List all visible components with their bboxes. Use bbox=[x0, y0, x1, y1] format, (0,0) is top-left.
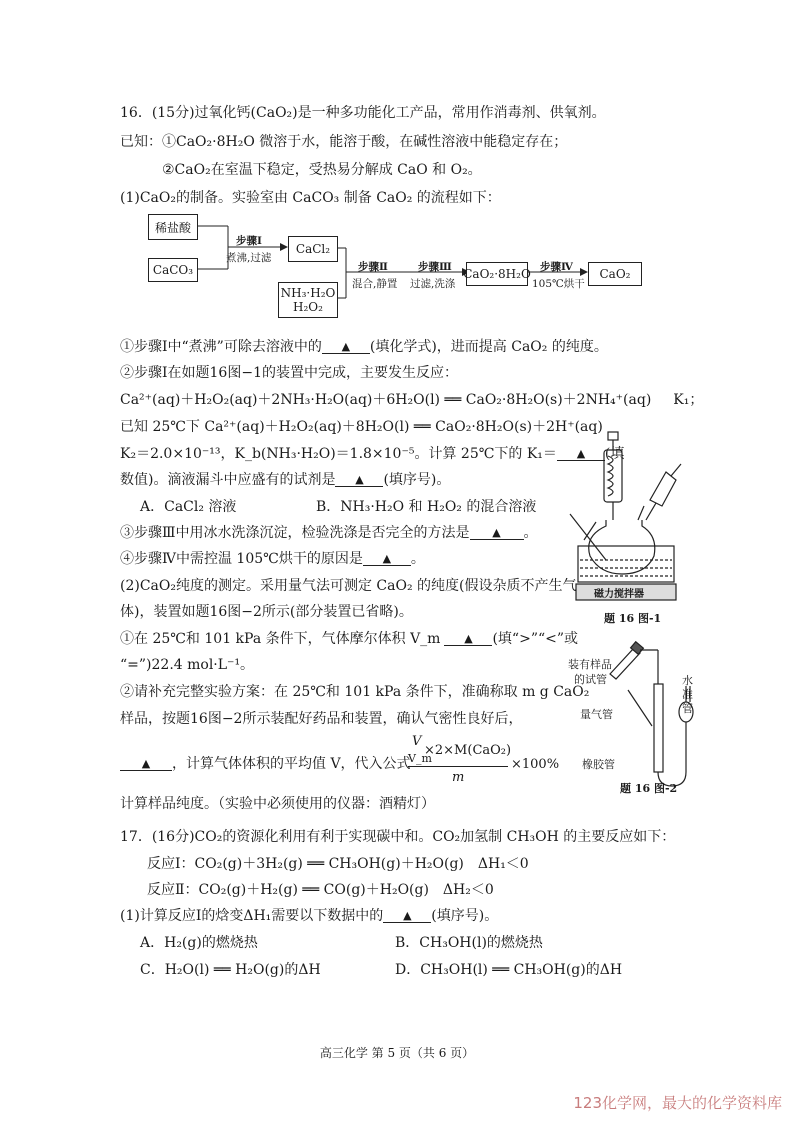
q16-p2-a: (2)CaO₂纯度的测定。采用量气法可测定 CaO₂ 的纯度(假设杂质不产生气 bbox=[120, 578, 577, 594]
label-water-2: 准 bbox=[682, 688, 693, 701]
q16-s4-text-a: ④步骤Ⅳ中需控温 105℃烘干的原因是 bbox=[120, 551, 363, 567]
q17-title: 17．(16分)CO₂的资源化利用有利于实现碳中和。CO₂加氢制 CH₃OH 的主要反应如下： bbox=[120, 829, 676, 845]
formula-num-rest: ×2×M(CaO₂) bbox=[424, 743, 512, 758]
answer-blank[interactable] bbox=[470, 523, 524, 540]
q16-p2-1-cont: “=”)22.4 mol·L⁻¹。 bbox=[120, 657, 255, 673]
q17-option-d: D．CH₃OH(l) ══ CH₃OH(g)的ΔH bbox=[395, 962, 623, 978]
step2-desc: 混合,静置 bbox=[352, 278, 398, 290]
q16-p2-2d: 计算样品纯度。（实验中必须使用的仪器：酒精灯） bbox=[120, 796, 435, 812]
flow-box-cacl2: CaCl₂ bbox=[288, 236, 338, 262]
answer-blank[interactable] bbox=[363, 549, 411, 566]
q16-s2: ②步骤Ⅰ在如题16图−1的装置中完成，主要发生反应： bbox=[120, 365, 458, 381]
flow-box-caco3: CaCO₃ bbox=[148, 258, 198, 282]
q16-k2-text-d: (填序号)。 bbox=[383, 472, 451, 488]
q16-p2-1-text-b: (填“>”“<”或 bbox=[492, 631, 579, 647]
q17-q1-text-a: (1)计算反应Ⅰ的焓变ΔH₁需要以下数据中的 bbox=[120, 908, 384, 924]
label-sample-tube-1: 装有样品 bbox=[568, 658, 612, 671]
q17-reaction-1: 反应Ⅰ：CO₂(g)＋3H₂(g) ══ CH₃OH(g)＋H₂O(g) ΔH₁＜0 bbox=[147, 856, 529, 872]
q17-option-a: A．H₂(g)的燃烧热 bbox=[140, 935, 258, 951]
q16-s1 bbox=[120, 337, 608, 357]
q16-s1-text-a: ①步骤Ⅰ中“煮沸”可除去溶液中的 bbox=[120, 339, 322, 355]
flow-box-hydrate: CaO₂·8H₂O bbox=[466, 262, 528, 286]
blank-mark: ▲ bbox=[382, 552, 392, 565]
blank-mark: ▲ bbox=[355, 473, 364, 486]
q16-s1-text-b: (填化学式)，进而提高 CaO₂ 的纯度。 bbox=[369, 339, 608, 355]
answer-blank[interactable] bbox=[383, 906, 431, 923]
formula-vm: V_m bbox=[408, 752, 432, 765]
step1-desc: 煮沸,过滤 bbox=[226, 252, 272, 264]
q16-k2-cont bbox=[120, 470, 450, 490]
q16-eq1-text: Ca²⁺(aq)＋H₂O₂(aq)＋2NH₃·H₂O(aq)＋6H₂O(l) ══ CaO₂·8H₂O(s)＋2NH₄⁺(aq) bbox=[120, 392, 652, 408]
q16-s4 bbox=[120, 549, 425, 569]
q16-k2 bbox=[120, 444, 624, 464]
blank-mark: ▲ bbox=[341, 340, 351, 353]
blank-mark: ▲ bbox=[492, 526, 501, 539]
watermark: 123化学网，最大的化学资料库 bbox=[573, 1094, 782, 1112]
formula-pct: ×100% bbox=[511, 757, 560, 772]
stirrer-label: 磁力搅拌器 bbox=[594, 589, 644, 600]
q16-s3-text-b: 。 bbox=[523, 525, 538, 541]
apparatus-flask-icon bbox=[566, 428, 690, 608]
label-water-1: 水 bbox=[682, 674, 693, 687]
q16-k2-text-a: K₂＝2.0×10⁻¹³，K_b(NH₃·H₂O)＝1.8×10⁻⁵。计算 25℃下的 K₁＝ bbox=[120, 446, 557, 462]
q17-option-c: C．H₂O(l) ══ H₂O(g)的ΔH bbox=[140, 962, 321, 978]
q16-part1-intro: (1)CaO₂的制备。实验室由 CaCO₃ 制备 CaO₂ 的流程如下： bbox=[120, 190, 501, 206]
q16-s3-text-a: ③步骤Ⅲ中用冰水洗涤沉淀，检验洗涤是否完全的方法是 bbox=[120, 525, 470, 541]
figure-16-1-caption: 题 16 图-1 bbox=[604, 612, 662, 625]
q16-p2-2a: ②请补充完整实验方案：在 25℃和 101 kPa 条件下，准确称取 m g CaO₂ bbox=[120, 684, 590, 700]
label-gas-burette: 量气管 bbox=[580, 708, 613, 721]
q17-q1-text-b: (填序号)。 bbox=[431, 908, 499, 924]
step3-label: 步骤Ⅲ bbox=[418, 261, 452, 273]
q16-s3 bbox=[120, 523, 538, 543]
answer-blank[interactable] bbox=[335, 470, 383, 487]
formula-m: m bbox=[452, 770, 465, 785]
q16-eq2: 已知 25℃下 Ca²⁺(aq)＋H₂O₂(aq)＋8H₂O(l) ══ CaO₂·8H₂O(s)＋2H⁺(aq) bbox=[120, 419, 603, 435]
blank-mark: ▲ bbox=[141, 757, 151, 770]
q16-option-a: A．CaCl₂ 溶液 bbox=[140, 499, 237, 515]
q16-eq1 bbox=[120, 390, 703, 410]
step3-desc: 过滤,洗涤 bbox=[410, 278, 456, 290]
q16-p2-1-text-a: ①在 25℃和 101 kPa 条件下，气体摩尔体积 V_m bbox=[120, 631, 441, 647]
q16-known-2: ②CaO₂在室温下稳定，受热易分解成 CaO 和 O₂。 bbox=[162, 162, 482, 178]
figure-16-2-caption: 题 16 图-2 bbox=[620, 782, 678, 795]
flow-box-nh3: NH₃·H₂O bbox=[280, 286, 336, 300]
label-sample-tube-2: 的试管 bbox=[574, 673, 607, 686]
q16-p2-1 bbox=[120, 629, 578, 649]
q16-p2-2b: 样品，按题16图−2所示装配好药品和装置，确认气密性良好后， bbox=[120, 711, 523, 727]
answer-blank[interactable] bbox=[322, 337, 370, 354]
q16-p2-2c-text: ，计算气体体积的平均值 V，代入公式 bbox=[172, 756, 411, 772]
q16-p2-b: 体)，装置如题16图−2所示(部分装置已省略)。 bbox=[120, 604, 413, 620]
step4-label: 步骤Ⅳ bbox=[540, 261, 573, 273]
flow-box-hcl: 稀盐酸 bbox=[148, 214, 198, 240]
blank-mark: ▲ bbox=[403, 909, 412, 922]
q16-s4-text-b: 。 bbox=[410, 551, 425, 567]
flow-box-h2o2: H₂O₂ bbox=[293, 300, 323, 314]
q16-k2-text-c: 数值)。滴液漏斗中应盛有的试剂是 bbox=[120, 472, 336, 488]
blank-mark: ▲ bbox=[464, 632, 473, 645]
q16-title: 16．(15分)过氧化钙(CaO₂)是一种多功能化工产品，常用作消毒剂、供氧剂。 bbox=[120, 105, 606, 121]
answer-blank[interactable] bbox=[444, 629, 492, 646]
label-water-3: 管 bbox=[682, 702, 693, 715]
flow-box-cao2: CaO₂ bbox=[588, 262, 642, 286]
step4-desc: 105℃烘干 bbox=[532, 278, 585, 290]
step2-label: 步骤Ⅱ bbox=[358, 261, 388, 273]
q16-option-b: B．NH₃·H₂O 和 H₂O₂ 的混合溶液 bbox=[316, 499, 537, 515]
step1-label: 步骤Ⅰ bbox=[236, 235, 262, 247]
q17-reaction-2: 反应Ⅱ：CO₂(g)＋H₂(g) ══ CO(g)＋H₂O(g) ΔH₂＜0 bbox=[147, 882, 494, 898]
blank-mark: ▲ bbox=[576, 447, 586, 460]
flow-box-nh3-h2o2 bbox=[278, 282, 338, 318]
page-footer: 高三化学 第 5 页（共 6 页） bbox=[319, 1046, 475, 1060]
q16-p2-2c bbox=[120, 754, 411, 774]
answer-blank[interactable] bbox=[120, 754, 172, 771]
q16-k2-text-b: (填 bbox=[604, 446, 625, 462]
formula-bar bbox=[408, 766, 508, 767]
q17-option-b: B．CH₃OH(l)的燃烧热 bbox=[395, 935, 543, 951]
q17-q1 bbox=[120, 906, 498, 926]
q16-known-1: 已知：①CaO₂·8H₂O 微溶于水，能溶于酸，在碱性溶液中能稳定存在； bbox=[120, 134, 568, 150]
label-rubber-tube: 橡胶管 bbox=[582, 758, 615, 771]
q16-eq1-k: K₁； bbox=[673, 392, 704, 408]
formula-v: V bbox=[412, 734, 422, 749]
